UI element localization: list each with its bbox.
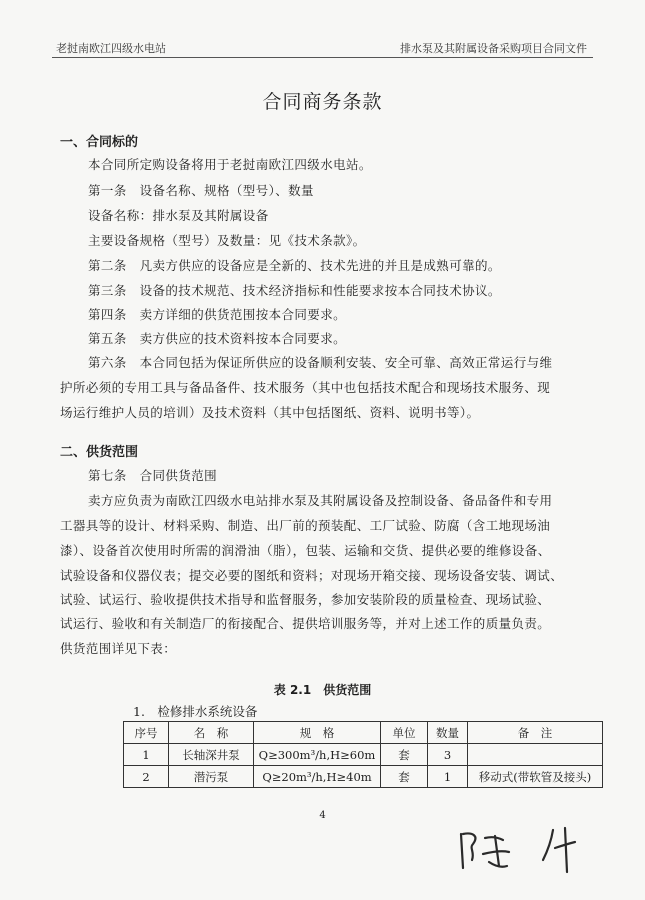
column-header: 单位 [381,722,428,744]
table-header-row [124,722,603,744]
table-cell: 移动式(带软管及接头) [468,766,603,788]
section-2-heading: 二、供货范围 [60,445,139,460]
page-title: 合同商务条款 [262,91,383,113]
section-1-line: 第五条 卖方供应的技术资料按本合同要求。 [88,331,347,346]
column-header: 备 注 [468,722,603,744]
section-1-line: 护所必须的专用工具与备品备件、技术服务（其中也包括技术配合和现场技术服务、现 [60,380,551,395]
table-caption: 表 2.1 供货范围 [273,683,372,697]
table-cell: 1 [428,766,468,788]
section-1-line: 本合同所定购设备将用于老挝南欧江四级水电站。 [88,157,372,172]
section-1-heading: 一、合同标的 [60,135,139,150]
section-1-line: 第一条 设备名称、规格（型号）、数量 [88,183,314,198]
section-1-line: 第二条 凡卖方供应的设备应是全新的、技术先进的并且是成熟可靠的。 [88,258,501,273]
table-cell: 套 [381,744,428,766]
handwritten-signature [455,822,605,877]
column-header: 规 格 [254,722,381,744]
page-number: 4 [319,810,326,821]
section-1-line: 设备名称：排水泵及其附属设备 [88,208,269,223]
table-cell: 2 [124,766,169,788]
table-cell: 3 [428,744,468,766]
header-project-name: 老挝南欧江四级水电站 [56,42,166,55]
section-2-line: 试验设备和仪器仪表；提交必要的图纸和资料；对现场开箱交接、现场设备安装、调试、 [60,568,564,583]
column-header: 序号 [124,722,169,744]
section-1-line: 场运行维护人员的培训）及技术资料（其中包括图纸、资料、说明书等）。 [60,405,480,420]
section-2-line: 漆）、设备首次使用时所需的润滑油（脂），包装、运输和交货、提供必要的维修设备、 [60,543,551,558]
section-2-line: 试验、试运行、验收提供技术指导和监督服务，参加安装阶段的质量检查、现场试验、 [60,592,551,607]
supply-scope-table [123,721,603,788]
table-cell: Q≥20m³/h,H≥40m [254,766,381,788]
table-cell: 1 [124,744,169,766]
table-cell: 长轴深井泵 [169,744,254,766]
column-header: 名 称 [169,722,254,744]
section-1-line: 第六条 本合同包括为保证所供应的设备顺利安装、安全可靠、高效正常运行与维 [88,355,553,370]
table-row [124,744,603,766]
section-2-line: 供货范围详见下表： [60,641,177,656]
section-2-line: 试运行、验收和有关制造厂的衔接配合、提供培训服务等，并对上述工作的质量负责。 [60,616,551,631]
section-2-line: 第七条 合同供货范围 [88,468,218,483]
section-2-line: 工器具等的设计、材料采购、制造、出厂前的预装配、工厂试验、防腐（含工地现场油 [60,518,551,533]
table-cell: 潜污泵 [169,766,254,788]
header-document-title: 排水泵及其附属设备采购项目合同文件 [400,42,587,55]
column-header: 数量 [428,722,468,744]
section-1-line: 第三条 设备的技术规范、技术经济指标和性能要求按本合同技术协议。 [88,283,501,298]
table-cell: Q≥300m³/h,H≥60m [254,744,381,766]
table-row [124,766,603,788]
section-2-line: 卖方应负责为南欧江四级水电站排水泵及其附属设备及控制设备、备品备件和专用 [88,493,553,508]
table-cell [468,744,603,766]
section-1-line: 主要设备规格（型号）及数量：见《技术条款》。 [88,233,366,248]
section-1-line: 第四条 卖方详细的供货范围按本合同要求。 [88,307,347,322]
header-rule [52,57,593,58]
table-cell: 套 [381,766,428,788]
table-subtitle: 1. 检修排水系统设备 [133,704,258,719]
